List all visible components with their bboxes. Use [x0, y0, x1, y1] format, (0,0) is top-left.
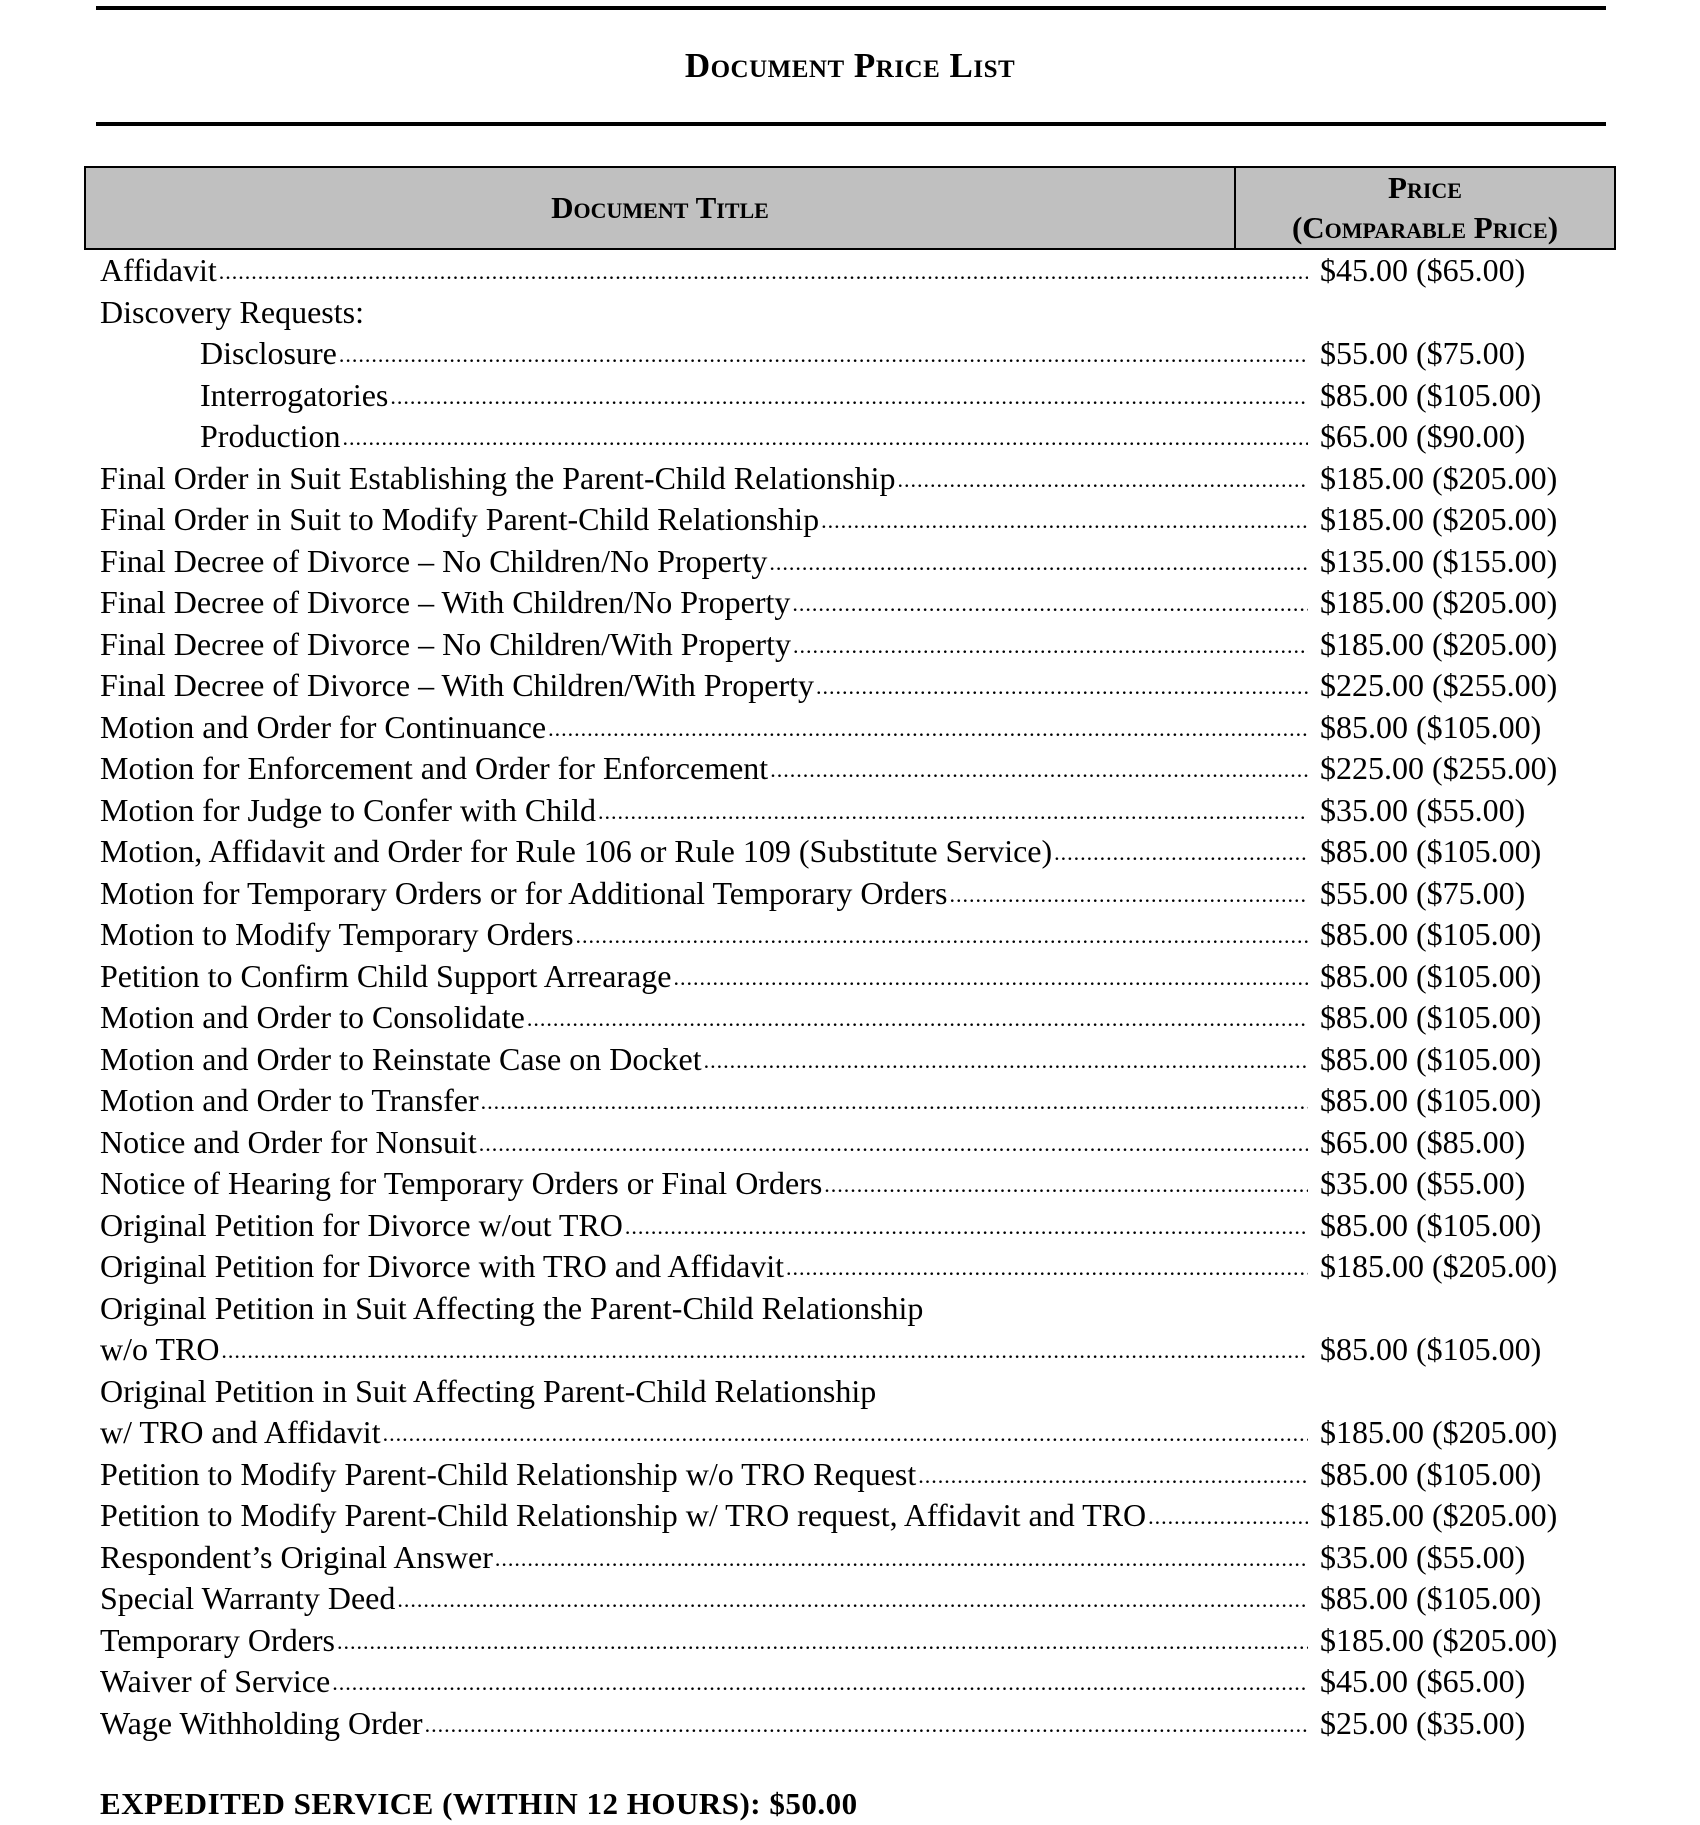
- price-list-row: [100, 707, 1580, 749]
- dot-leader: [625, 1203, 1308, 1248]
- document-price: $45.00 ($65.00): [1320, 1663, 1526, 1699]
- document-price: $85.00 ($105.00): [1320, 1331, 1542, 1367]
- document-name: Motion, Affidavit and Order for Rule 106 or Rule 109 (Substitute Service): [100, 833, 1053, 869]
- price-list-row: [100, 1371, 1580, 1413]
- dot-leader: [548, 705, 1308, 750]
- dot-leader: [342, 414, 1308, 459]
- dot-leader: [390, 373, 1308, 418]
- dot-leader: [479, 1120, 1308, 1165]
- document-name: Motion for Temporary Orders or for Additional Temporary Orders: [100, 874, 948, 911]
- document-name: Petition to Modify Parent-Child Relationship w/o TRO Request: [100, 1455, 917, 1492]
- document-name: Notice and Order for Nonsuit: [100, 1123, 477, 1160]
- document-name: Petition to Modify Parent-Child Relationship w/ TRO request, Affidavit and TRO: [100, 1497, 1147, 1533]
- document-name: Notice of Hearing for Temporary Orders or Final Orders: [100, 1165, 823, 1201]
- price-list-row: [100, 292, 1580, 334]
- document-price: $35.00 ($55.00): [1320, 1538, 1526, 1575]
- price-list-row: [100, 458, 1580, 500]
- price-list-row: [100, 499, 1580, 541]
- dot-leader: [793, 622, 1308, 667]
- price-list: [100, 250, 1580, 1744]
- price-list-row: [100, 1163, 1580, 1205]
- price-list-row: [100, 873, 1580, 915]
- document-name: Motion and Order to Consolidate: [100, 999, 525, 1035]
- table-header: [84, 166, 1616, 250]
- dot-leader: [527, 995, 1308, 1040]
- dot-leader: [821, 497, 1308, 542]
- document-name: Final Decree of Divorce – No Children/With Property: [100, 625, 791, 662]
- document-name: Waiver of Service: [100, 1663, 331, 1699]
- document-price: $85.00 ($105.00): [1320, 1580, 1542, 1616]
- document-name: Discovery Requests:: [100, 293, 364, 330]
- document-name: Affidavit: [100, 252, 217, 288]
- dot-leader: [770, 746, 1308, 791]
- document-name: w/ TRO and Affidavit: [100, 1414, 381, 1450]
- dot-leader: [673, 954, 1308, 999]
- document-name: Motion and Order for Continuance: [100, 708, 547, 745]
- document-name: Final Order in Suit Establishing the Parent-Child Relationship: [100, 459, 896, 496]
- price-list-row: [100, 333, 1580, 375]
- document-name: Original Petition in Suit Affecting Parent-Child Relationship: [100, 1372, 877, 1409]
- price-list-row: [100, 582, 1580, 624]
- document-price: $55.00 ($75.00): [1320, 335, 1526, 371]
- dot-leader: [1148, 1493, 1308, 1538]
- dot-leader: [219, 248, 1308, 293]
- document-price: $85.00 ($105.00): [1320, 833, 1542, 869]
- dot-leader: [1054, 829, 1308, 874]
- title-bottom-rule: [96, 122, 1606, 126]
- document-price: $35.00 ($55.00): [1320, 791, 1526, 828]
- document-name: Disclosure: [200, 335, 337, 371]
- dot-leader: [897, 456, 1308, 501]
- document-name: Original Petition in Suit Affecting the Parent-Child Relationship: [100, 1289, 924, 1326]
- dot-leader: [949, 871, 1308, 916]
- header-price: [1236, 168, 1614, 248]
- document-price: $85.00 ($105.00): [1320, 708, 1542, 745]
- expedited-service-note: EXPEDITED SERVICE (WITHIN 12 HOURS): $50.00: [100, 1786, 858, 1821]
- dot-leader: [425, 1701, 1308, 1746]
- price-list-row: [100, 416, 1580, 458]
- price-list-row: [100, 748, 1580, 790]
- document-price: $85.00 ($105.00): [1320, 1082, 1542, 1118]
- header-price-line2: (Comparable Price): [1291, 210, 1559, 245]
- document-price: $185.00 ($205.00): [1320, 1414, 1558, 1450]
- document-name: Final Decree of Divorce – No Children/No Property: [100, 542, 768, 579]
- document-price: $85.00 ($105.00): [1320, 957, 1542, 994]
- document-price: $185.00 ($205.00): [1320, 625, 1558, 662]
- price-list-row: [100, 1080, 1580, 1122]
- price-list-row: [100, 541, 1580, 583]
- header-document-title: Document Title: [86, 168, 1236, 248]
- document-price: $185.00 ($205.00): [1320, 1248, 1558, 1284]
- document-price: $185.00 ($205.00): [1320, 1621, 1558, 1658]
- dot-leader: [769, 539, 1308, 584]
- dot-leader: [792, 580, 1308, 625]
- price-list-row: [100, 1122, 1580, 1164]
- document-name: Special Warranty Deed: [100, 1580, 396, 1616]
- document-name: Motion to Modify Temporary Orders: [100, 916, 574, 952]
- document-price: $85.00 ($105.00): [1320, 376, 1542, 413]
- document-name: Original Petition for Divorce with TRO and Affidavit: [100, 1248, 785, 1284]
- document-name: Motion and Order to Reinstate Case on Docket: [100, 1040, 702, 1077]
- dot-leader: [786, 1244, 1308, 1289]
- document-price: $225.00 ($255.00): [1320, 667, 1558, 703]
- document-price: $65.00 ($85.00): [1320, 1123, 1526, 1160]
- document-price: $185.00 ($205.00): [1320, 501, 1558, 537]
- document-name: Production: [200, 418, 341, 454]
- price-list-row: [100, 1412, 1580, 1454]
- document-price: $35.00 ($55.00): [1320, 1165, 1526, 1201]
- document-price: $85.00 ($105.00): [1320, 999, 1542, 1035]
- document-price: $185.00 ($205.00): [1320, 1497, 1558, 1533]
- dot-leader: [221, 1327, 1308, 1372]
- top-rule: [96, 6, 1606, 10]
- dot-leader: [918, 1452, 1308, 1497]
- price-list-row: [100, 997, 1580, 1039]
- document-name: Wage Withholding Order: [100, 1704, 423, 1741]
- document-name: Motion for Judge to Confer with Child: [100, 791, 596, 828]
- price-list-row: [100, 1578, 1580, 1620]
- document-name: Interrogatories: [200, 376, 389, 413]
- dot-leader: [495, 1535, 1308, 1580]
- dot-leader: [481, 1078, 1308, 1123]
- document-name: Respondent’s Original Answer: [100, 1538, 493, 1575]
- price-list-row: [100, 1661, 1580, 1703]
- price-list-row: [100, 1288, 1580, 1330]
- price-list-row: [100, 1537, 1580, 1579]
- document-name: Final Decree of Divorce – With Children/No Property: [100, 584, 791, 620]
- document-price: $25.00 ($35.00): [1320, 1704, 1526, 1741]
- page-title: Document Price List: [684, 46, 1016, 85]
- dot-leader: [576, 912, 1308, 957]
- document-name: Original Petition for Divorce w/out TRO: [100, 1206, 623, 1243]
- document-price: $55.00 ($75.00): [1320, 874, 1526, 911]
- document-name: w/o TRO: [100, 1331, 220, 1367]
- price-list-row: [100, 1329, 1580, 1371]
- price-list-row: [100, 914, 1580, 956]
- document-name: Final Decree of Divorce – With Children/With Property: [100, 667, 814, 703]
- price-list-row: [100, 831, 1580, 873]
- dot-leader: [704, 1037, 1308, 1082]
- price-list-row: [100, 375, 1580, 417]
- dot-leader: [824, 1161, 1308, 1206]
- header-price-line1: Price: [1388, 170, 1462, 205]
- document-price: $185.00 ($205.00): [1320, 459, 1558, 496]
- dot-leader: [598, 788, 1308, 833]
- document-price: $135.00 ($155.00): [1320, 542, 1558, 579]
- price-list-row: [100, 956, 1580, 998]
- price-list-row: [100, 1454, 1580, 1496]
- price-list-row: [100, 665, 1580, 707]
- document-price: $185.00 ($205.00): [1320, 584, 1558, 620]
- dot-leader: [816, 663, 1308, 708]
- dot-leader: [339, 331, 1308, 376]
- document-name: Temporary Orders: [100, 1621, 335, 1658]
- document-price: $85.00 ($105.00): [1320, 1040, 1542, 1077]
- dot-leader: [337, 1618, 1308, 1663]
- dot-leader: [383, 1410, 1308, 1455]
- dot-leader: [332, 1659, 1308, 1704]
- document-name: Petition to Confirm Child Support Arrearage: [100, 957, 672, 994]
- document-price: $65.00 ($90.00): [1320, 418, 1526, 454]
- dot-leader: [397, 1576, 1308, 1621]
- price-list-row: [100, 1039, 1580, 1081]
- price-list-row: [100, 1495, 1580, 1537]
- price-list-row: [100, 250, 1580, 292]
- document-price: $85.00 ($105.00): [1320, 1455, 1542, 1492]
- price-list-row: [100, 1703, 1580, 1745]
- document-name: Final Order in Suit to Modify Parent-Child Relationship: [100, 501, 820, 537]
- document-price: $225.00 ($255.00): [1320, 750, 1558, 786]
- document-name: Motion for Enforcement and Order for Enforcement: [100, 750, 769, 786]
- price-list-row: [100, 790, 1580, 832]
- price-list-row: [100, 624, 1580, 666]
- price-list-row: [100, 1205, 1580, 1247]
- document-price: $45.00 ($65.00): [1320, 252, 1526, 288]
- document-name: Motion and Order to Transfer: [100, 1082, 479, 1118]
- document-price: $85.00 ($105.00): [1320, 1206, 1542, 1243]
- price-list-row: [100, 1246, 1580, 1288]
- price-list-row: [100, 1620, 1580, 1662]
- document-price: $85.00 ($105.00): [1320, 916, 1542, 952]
